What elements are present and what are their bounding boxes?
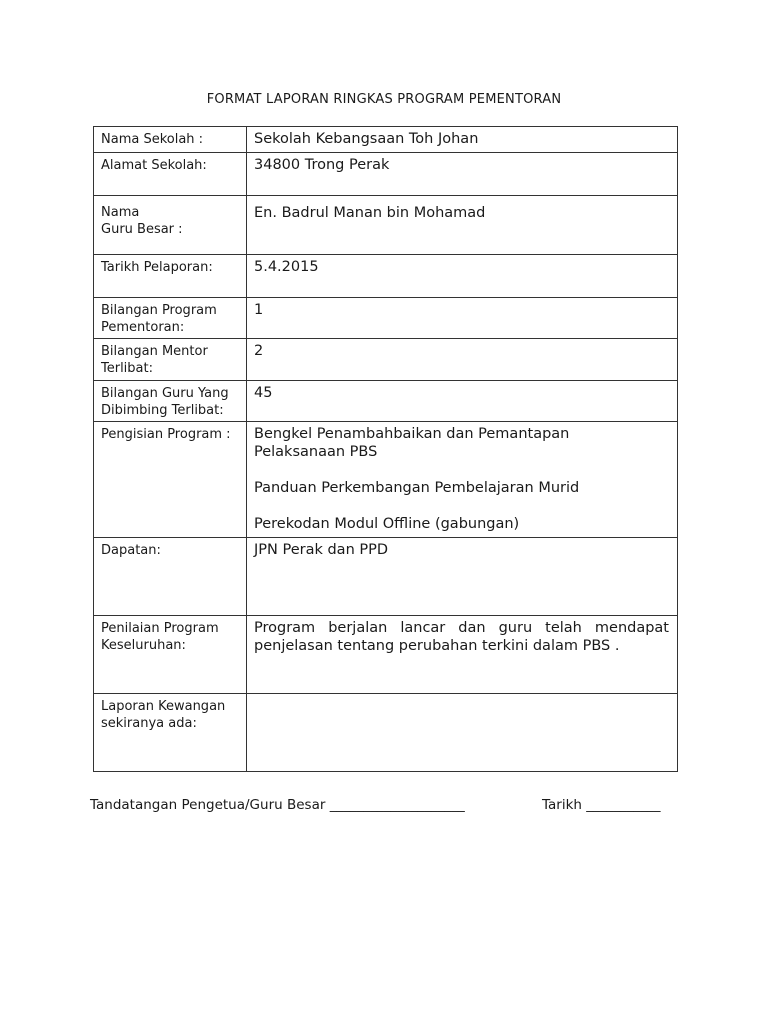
- value-text: Pelaksanaan PBS: [254, 444, 378, 460]
- label-text: Laporan Kewangan: [101, 699, 226, 714]
- label-cell: [94, 616, 247, 694]
- table-row: [94, 616, 678, 694]
- report-table: [93, 126, 678, 772]
- label-cell: [94, 127, 247, 153]
- value-cell: [247, 127, 678, 153]
- label-text: Bilangan Guru Yang: [101, 386, 229, 401]
- value-cell: [247, 196, 678, 255]
- table-row: [94, 153, 678, 196]
- label-text: Keseluruhan:: [101, 638, 186, 653]
- value-cell: [247, 381, 678, 422]
- date-line: Tarikh ___________: [542, 797, 661, 813]
- value-text: 45: [254, 385, 273, 401]
- value-text: Sekolah Kebangsaan Toh Johan: [254, 131, 479, 147]
- value-text: 1: [254, 302, 264, 318]
- value-text: JPN Perak dan PPD: [254, 542, 389, 558]
- value-text: Program berjalan lancar dan guru telah mendapat penjelasan tentang perubahan terkini dalam PBS .: [254, 620, 669, 654]
- label-text: Dapatan:: [101, 543, 161, 558]
- value-text: 5.4.2015: [254, 259, 319, 275]
- label-text: Pengisian Program :: [101, 427, 231, 442]
- table-row: [94, 127, 678, 153]
- value-text: Panduan Perkembangan Pembelajaran Murid: [254, 480, 580, 496]
- value-text: 34800 Trong Perak: [254, 157, 390, 173]
- value-cell: [247, 255, 678, 298]
- document-title: FORMAT LAPORAN RINGKAS PROGRAM PEMENTORAN: [206, 92, 562, 107]
- label-cell: [94, 153, 247, 196]
- label-cell: [94, 694, 247, 772]
- table-row: [94, 196, 678, 255]
- value-cell: [247, 616, 678, 694]
- value-cell: [247, 298, 678, 339]
- value-text: Bengkel Penambahbaikan dan Pemantapan: [254, 426, 570, 442]
- signature-line: Tandatangan Pengetua/Guru Besar ____________________: [90, 797, 465, 813]
- label-text: Penilaian Program: [101, 621, 219, 636]
- label-text: Alamat Sekolah:: [101, 158, 207, 173]
- table-row: [94, 255, 678, 298]
- value-text: 2: [254, 343, 264, 359]
- label-text: Nama: [101, 205, 140, 220]
- label-text: Bilangan Mentor: [101, 344, 208, 359]
- value-cell: [247, 339, 678, 381]
- table-row: [94, 422, 678, 538]
- label-text: Bilangan Program: [101, 303, 217, 318]
- label-cell: [94, 339, 247, 381]
- table-row: [94, 694, 678, 772]
- label-text: Dibimbing Terlibat:: [101, 403, 224, 418]
- table-row: [94, 538, 678, 616]
- value-cell: [247, 422, 678, 538]
- label-text: Pementoran:: [101, 320, 185, 335]
- label-text: Terlibat:: [101, 361, 153, 376]
- value-text: Perekodan Modul Offline (gabungan): [254, 516, 520, 532]
- label-cell: [94, 298, 247, 339]
- table-row: [94, 381, 678, 422]
- label-text: Tarikh Pelaporan:: [101, 260, 213, 275]
- label-cell: [94, 255, 247, 298]
- label-text: Guru Besar :: [101, 222, 183, 237]
- label-cell: [94, 196, 247, 255]
- label-cell: [94, 381, 247, 422]
- table-row: [94, 298, 678, 339]
- value-cell: [247, 694, 678, 772]
- table-row: [94, 339, 678, 381]
- value-cell: [247, 538, 678, 616]
- label-text: Nama Sekolah :: [101, 132, 204, 147]
- value-cell: [247, 153, 678, 196]
- label-text: sekiranya ada:: [101, 716, 197, 731]
- label-cell: [94, 422, 247, 538]
- value-text: En. Badrul Manan bin Mohamad: [254, 205, 486, 221]
- label-cell: [94, 538, 247, 616]
